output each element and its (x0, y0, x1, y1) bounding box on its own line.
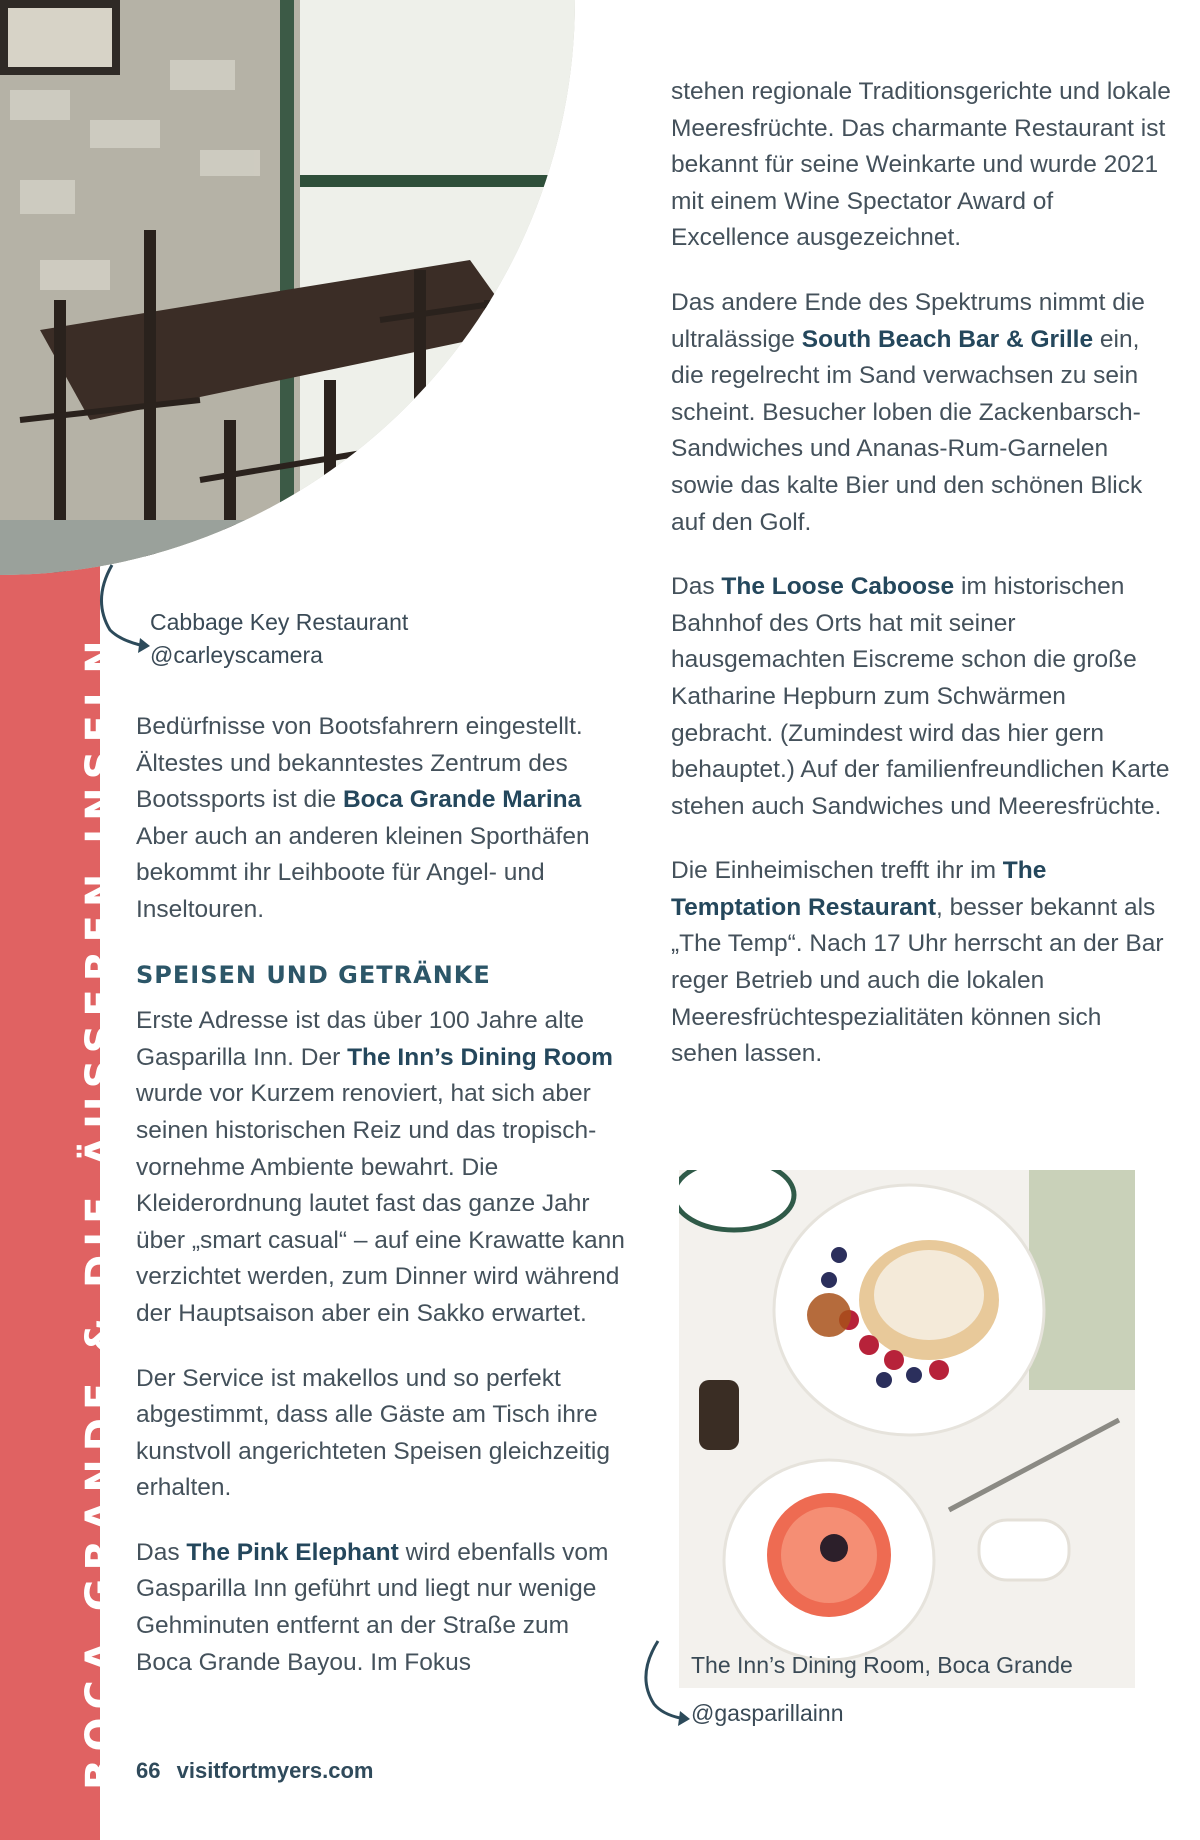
photo-caption-bottom-title: The Inn’s Dining Room, Boca Grande (691, 1652, 1073, 1678)
caption-title: Cabbage Key Restaurant (150, 609, 409, 635)
paragraph: Das The Loose Caboose im historischen Bahnhof des Orts hat mit seiner hausgemachten Eiscreme schon die große Katharine Hepburn zum Schwärmen gebracht. (Zumindest wird das hier gern behauptet.) Auf der familienfreundlichen Karte stehen auch Sandwiches und Meeresfrüchte. (671, 573, 1170, 820)
bold-venue: The Pink Elephant (186, 1538, 399, 1566)
paragraph: Das andere Ende des Spektrums nimmt die ultralässige South Beach Bar & Grille ein, die regelrecht im Sand verwachsen zu sein scheint. Besucher loben die Zackenbarsch-Sandwiches und Ananas-Rum-Garnelen sowie das kalte Bier und den schönen Blick auf den Golf. (671, 288, 1145, 536)
bold-venue: The Temptation Restaurant (671, 857, 1047, 921)
bold-venue: South Beach Bar & Grille (801, 325, 1094, 353)
paragraph: Das The Pink Elephant wird ebenfalls vom Gasparilla Inn geführt und liegt nur wenige Gehminuten entfernt an der Straße zum Boca Grande Bayou. Im Fokus (136, 1538, 609, 1676)
photo-caption-top (150, 606, 408, 672)
sidebar-title: BOCA GRANDE & DIE ÄUSSEREN INSELN (78, 632, 124, 1790)
bold-venue: The Loose Caboose (721, 573, 955, 601)
caption-arrow-icon (92, 560, 152, 660)
right-column (671, 74, 1171, 1101)
paragraph: Der Service ist makellos und so perfekt abgestimmt, dass alle Gäste am Tisch ihre kunstvoll angerichteten Speisen gleichzeitig erhalten. (136, 1364, 610, 1502)
caption-credit: @carleyscamera (150, 642, 323, 668)
page-footer (136, 1758, 383, 1784)
bold-venue: Boca Grande Marina (342, 786, 582, 814)
section-heading: SPEISEN UND GETRÄNKE (136, 960, 491, 989)
paragraph: Bedürfnisse von Bootsfahrern eingestellt. Ältestes und bekanntestes Zentrum des Bootssports ist die Boca Grande Marina Aber auch an anderen kleinen Sporthäfen bekommt ihr Leihboote für Angel- und Inseltouren. (136, 713, 590, 923)
paragraph: Die Einheimischen trefft ihr im The Temptation Restaurant, besser bekannt als „The Temp“. Nach 17 Uhr herrscht an der Bar reger Betrieb und auch die lokalen Meeresfrüchtespezialitäten können sich sehen lassen. (671, 857, 1164, 1068)
left-column (136, 709, 626, 1709)
paragraph: stehen regionale Traditionsgerichte und lokale Meeresfrüchte. Das charmante Restaurant ist bekannt für seine Weinkarte und wurde 2021 mit einem Wine Spectator Award of Excellence ausgezeichnet. (671, 78, 1171, 252)
paragraph: Erste Adresse ist das über 100 Jahre alte Gasparilla Inn. Der The Inn’s Dining Room wurde vor Kurzem renoviert, hat sich aber seinen historischen Reiz und das tropisch-vornehme Ambiente bewahrt. Die Kleiderordnung lautet fast das ganze Jahr über „smart casual“ – auf eine Krawatte kann verzichtet werden, zum Dinner wird während der Hauptsaison aber ein Sakko erwartet. (136, 1007, 625, 1327)
page-number: 66 (136, 1758, 161, 1783)
breakfast-photo (679, 1170, 1135, 1688)
footer-url: visitfortmyers.com (176, 1758, 374, 1783)
restaurant-interior-photo (0, 0, 575, 575)
photo-caption-bottom-credit: @gasparillainn (691, 1700, 844, 1726)
caption-arrow-icon (636, 1636, 696, 1736)
bold-venue: The Inn’s Dining Room (347, 1043, 613, 1071)
